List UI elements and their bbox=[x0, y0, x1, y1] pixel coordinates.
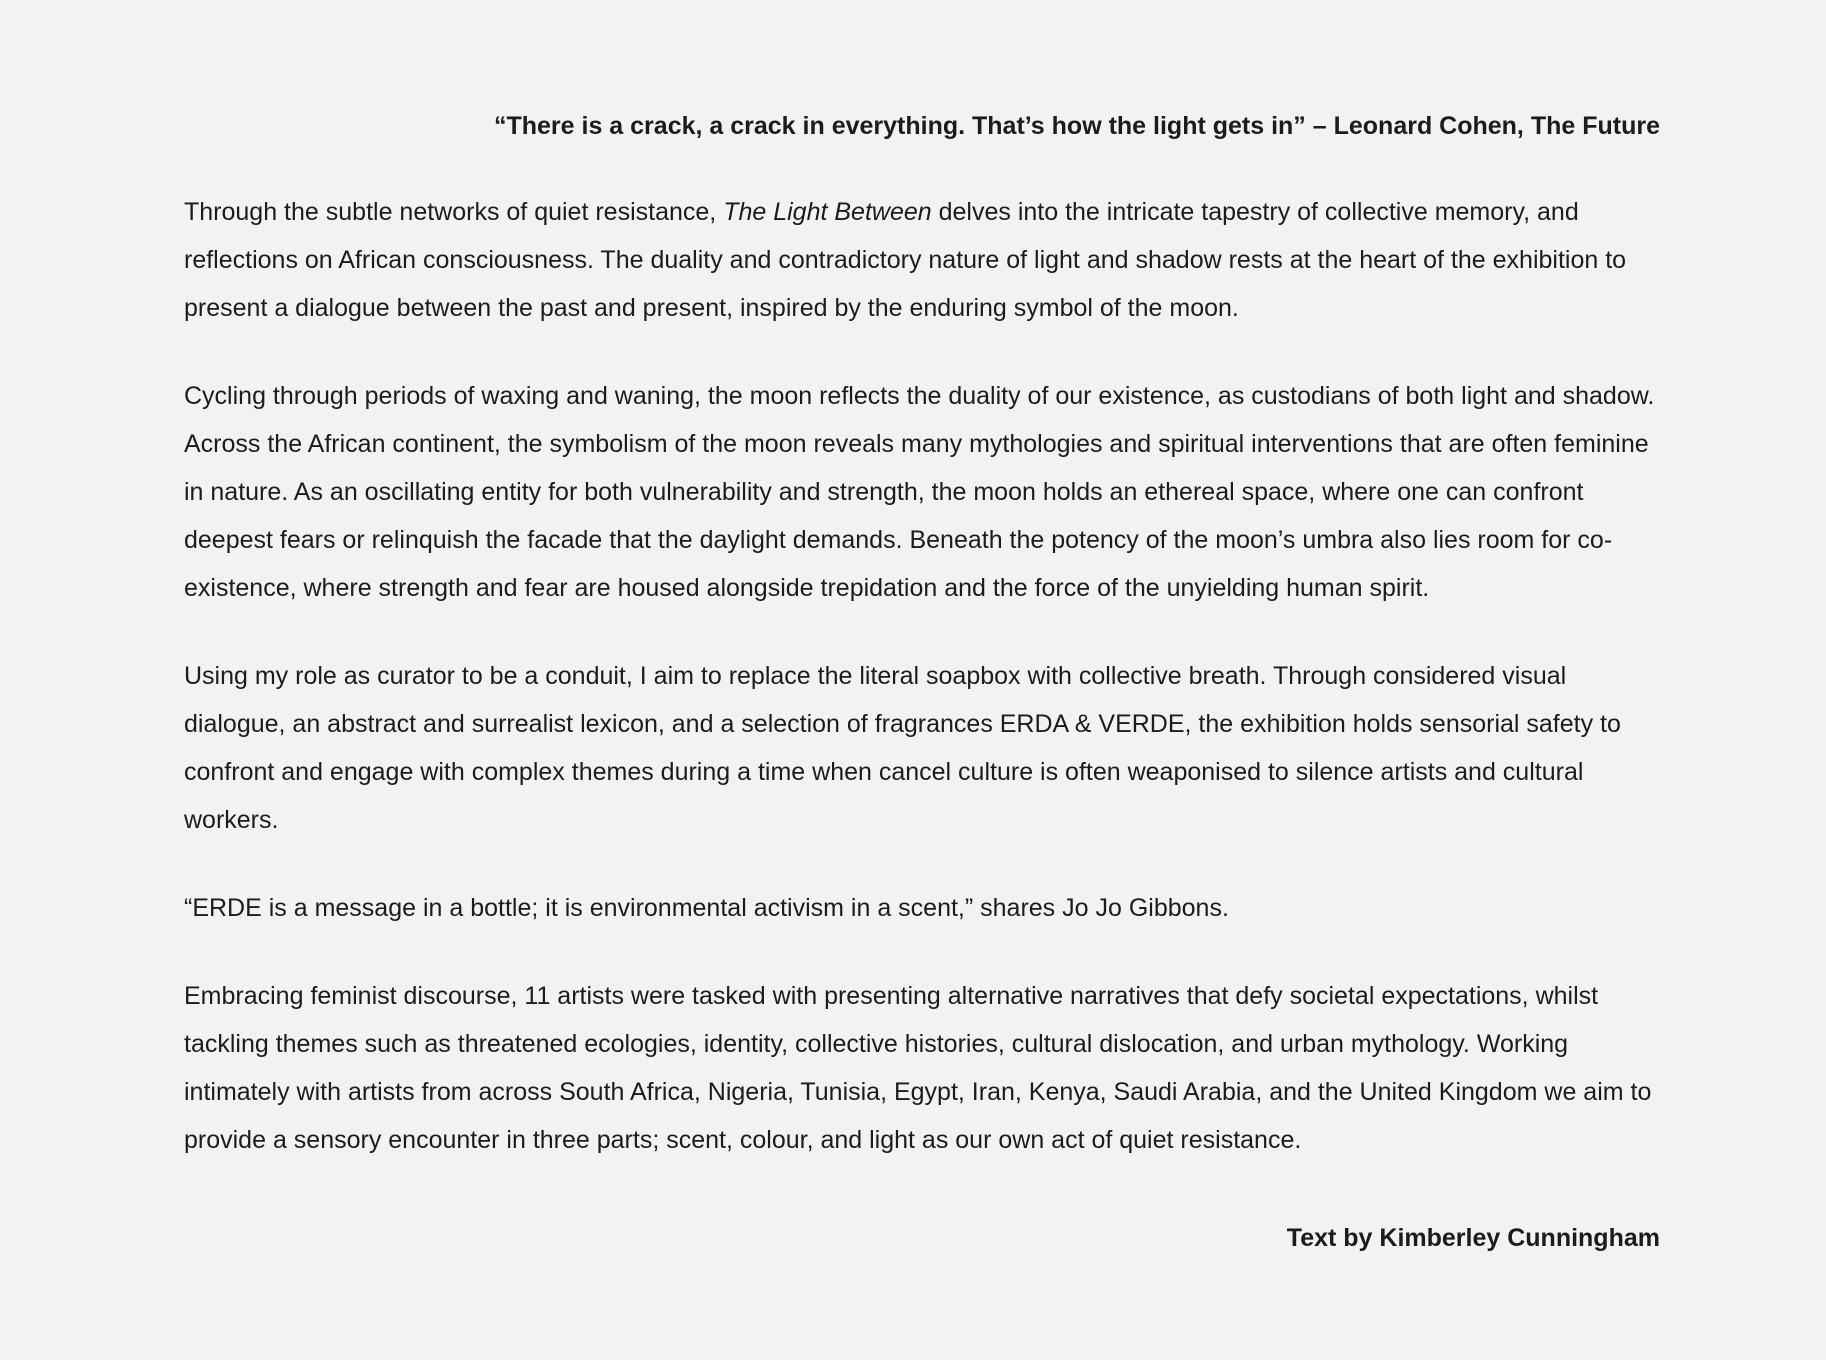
curator-paragraph: Using my role as curator to be a conduit, I aim to replace the literal soapbox with collective breath. Through considered visual dialogue, an abstract and surrealist lexicon, and a selection of fragrances ERDA & VERDE, the exhibition holds sensorial safety to confront and engage with complex themes during a time when cancel culture is often weaponised to silence artists and cultural workers. bbox=[184, 662, 1621, 834]
intro-paragraph bbox=[184, 188, 1660, 332]
moon-paragraph: Cycling through periods of waxing and waning, the moon reflects the duality of our existence, as custodians of both light and shadow. Across the African continent, the symbolism of the moon reveals many mythologies and spiritual interventions that are often feminine in nature. As an oscillating entity for both vulnerability and strength, the moon holds an ethereal space, where one can confront deepest fears or relinquish the facade that the daylight demands. Beneath the potency of the moon’s umbra also lies room for co-existence, where strength and fear are housed alongside trepidation and the force of the unyielding human spirit. bbox=[184, 382, 1655, 602]
exhibition-title: The Light Between bbox=[723, 198, 932, 226]
intro-text-start: Through the subtle networks of quiet resistance, bbox=[184, 198, 724, 226]
epigraph-quote: “There is a crack, a crack in everything. That’s how the light gets in” – Leonard Cohen, The Future bbox=[493, 112, 1660, 140]
article-body bbox=[184, 110, 1660, 1254]
author-credit: Text by Kimberley Cunningham bbox=[1286, 1224, 1660, 1252]
quote-paragraph: “ERDE is a message in a bottle; it is environmental activism in a scent,” shares Jo Jo Gibbons. bbox=[184, 894, 1229, 922]
intro-text-end: delves into the intricate tapestry of collective memory, and reflections on African consciousness. The duality and contradictory nature of light and shadow rests at the heart of the exhibition to present a dialogue between the past and present, inspired by the enduring symbol of the moon. bbox=[184, 198, 1627, 322]
artists-paragraph: Embracing feminist discourse, 11 artists were tasked with presenting alternative narratives that defy societal expectations, whilst tackling themes such as threatened ecologies, identity, collective histories, cultural dislocation, and urban mythology. Working intimately with artists from across South Africa, Nigeria, Tunisia, Egypt, Iran, Kenya, Saudi Arabia, and the United Kingdom we aim to provide a sensory encounter in three parts; scent, colour, and light as our own act of quiet resistance. bbox=[184, 982, 1652, 1154]
